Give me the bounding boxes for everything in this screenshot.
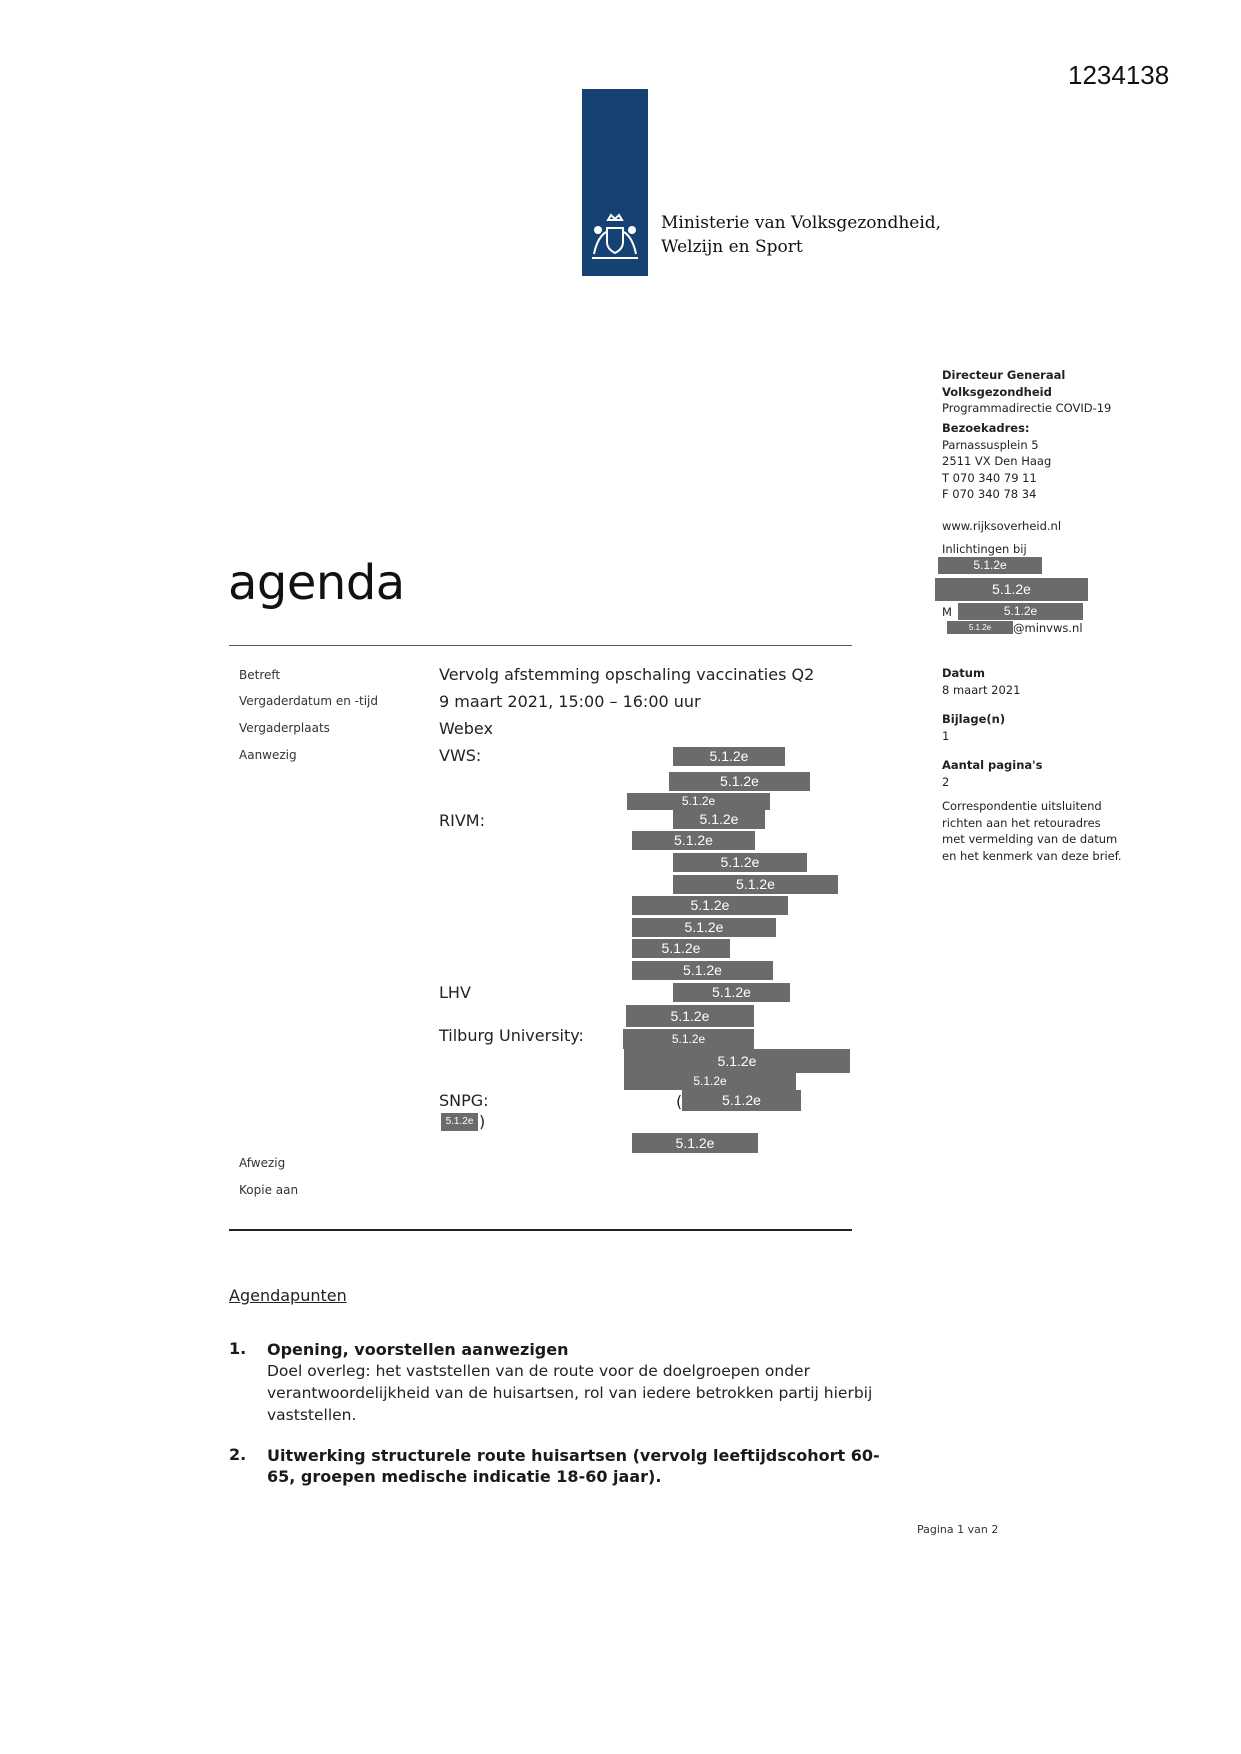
redaction-box: 5.1.2e: [673, 747, 785, 766]
agenda-item-number: 1.: [229, 1339, 247, 1358]
datetime-label: Vergaderdatum en -tijd: [239, 694, 378, 708]
redaction-box: 5.1.2e: [623, 1029, 754, 1049]
close-paren: ): [479, 1112, 486, 1131]
bottom-divider: [229, 1229, 852, 1231]
redaction-box: 5.1.2e: [673, 983, 790, 1002]
place-value: Webex: [439, 719, 493, 738]
copy-label: Kopie aan: [239, 1183, 299, 1197]
attendee-group-tilburg: Tilburg University:: [439, 1026, 584, 1045]
address-line-1: Parnassusplein 5: [942, 437, 1039, 452]
attendee-group-snpg: SNPG:: [439, 1091, 489, 1110]
attachments-heading: Bijlage(n): [942, 712, 1006, 726]
redaction-box: 5.1.2e: [626, 1005, 754, 1027]
org-line-1: Directeur Generaal: [942, 368, 1066, 382]
email-domain: @minvws.nl: [1013, 621, 1083, 635]
phone-number: T 070 340 79 11: [942, 470, 1037, 485]
pages-value: 2: [942, 774, 950, 789]
ministry-name-line1: Ministerie van Volksgezondheid,: [661, 213, 942, 233]
sidebar-attachments: [942, 711, 1132, 744]
agenda-item-number: 2.: [229, 1445, 247, 1464]
present-label: Aanwezig: [239, 748, 297, 762]
redaction-box: 5.1.2e: [673, 853, 807, 872]
info-heading: Inlichtingen bij: [942, 542, 1027, 556]
absent-label: Afwezig: [239, 1156, 286, 1170]
redaction-box: 5.1.2e: [938, 557, 1042, 574]
redaction-box: 5.1.2e: [958, 603, 1083, 620]
date-heading: Datum: [942, 666, 985, 680]
website-link[interactable]: www.rijksoverheid.nl: [942, 519, 1062, 533]
datetime-value: 9 maart 2021, 15:00 – 16:00 uur: [439, 692, 701, 711]
agenda-item-description: Doel overleg: het vaststellen van de route voor de doelgroepen onder verantwoordelijkheid van de huisartsen, rol van iedere betrokken partij hierbij vaststellen.: [267, 1362, 873, 1424]
agenda-heading: Agendapunten: [229, 1286, 347, 1305]
fax-number: F 070 340 78 34: [942, 487, 1037, 501]
sidebar-pages: [942, 757, 1132, 790]
attendee-group-rivm: RIVM:: [439, 811, 485, 830]
place-label: Vergaderplaats: [239, 721, 330, 735]
sidebar-date: [942, 665, 1132, 698]
redaction-box: 5.1.2e: [632, 896, 788, 915]
top-divider: [229, 645, 852, 646]
date-value: 8 maart 2021: [942, 682, 1021, 697]
redaction-box: 5.1.2e: [632, 1133, 758, 1153]
redaction-box: 5.1.2e: [935, 578, 1088, 601]
attendee-group-vws: VWS:: [439, 746, 482, 765]
sidebar-organisation: [942, 367, 1132, 417]
redaction-box: 5.1.2e: [624, 1073, 796, 1090]
agenda-item-title: Uitwerking structurele route huisartsen (vervolg leeftijdscohort 60-65, groepen medische indicatie 18-60 jaar).: [267, 1446, 880, 1486]
redaction-box: 5.1.2e: [669, 772, 810, 791]
document-number: 1234138: [1068, 60, 1170, 90]
mobile-prefix: M: [942, 605, 952, 619]
pages-heading: Aantal pagina's: [942, 758, 1043, 772]
redaction-box: 5.1.2e: [624, 1049, 850, 1073]
address-line-2: 2511 VX Den Haag: [942, 454, 1052, 468]
agenda-item-title: Opening, voorstellen aanwezigen: [267, 1340, 569, 1359]
correspondence-note: Correspondentie uitsluitend richten aan het retouradres met vermelding van de datum en het kenmerk van deze brief.: [942, 799, 1122, 863]
redaction-box: 5.1.2e: [441, 1113, 478, 1131]
sidebar-address: [942, 420, 1132, 503]
org-line-3: Programmadirectie COVID-19: [942, 401, 1112, 415]
attachments-value: 1: [942, 728, 950, 743]
ministry-name: [661, 211, 941, 259]
redaction-box: 5.1.2e: [682, 1090, 801, 1111]
redaction-box: 5.1.2e: [632, 831, 755, 850]
page-title: agenda: [228, 555, 405, 611]
redaction-box: 5.1.2e: [632, 918, 776, 937]
redaction-box: 5.1.2e: [627, 793, 770, 810]
open-paren: (: [676, 1092, 683, 1111]
redaction-box: 5.1.2e: [673, 875, 838, 894]
visit-address-heading: Bezoekadres:: [942, 421, 1030, 435]
redaction-box: 5.1.2e: [673, 810, 765, 829]
ministry-name-line2: Welzijn en Sport: [661, 237, 803, 257]
redaction-box: 5.1.2e: [632, 939, 730, 958]
redaction-box: 5.1.2e: [632, 961, 773, 980]
subject-value: Vervolg afstemming opschaling vaccinaties Q2: [439, 665, 815, 684]
attendee-group-lhv: LHV: [439, 983, 471, 1002]
coat-of-arms-icon: [586, 210, 644, 266]
org-line-2: Volksgezondheid: [942, 384, 1052, 399]
redaction-box: 5.1.2e: [947, 621, 1013, 634]
page-number: Pagina 1 van 2: [917, 1523, 999, 1536]
subject-label: Betreft: [239, 668, 281, 682]
